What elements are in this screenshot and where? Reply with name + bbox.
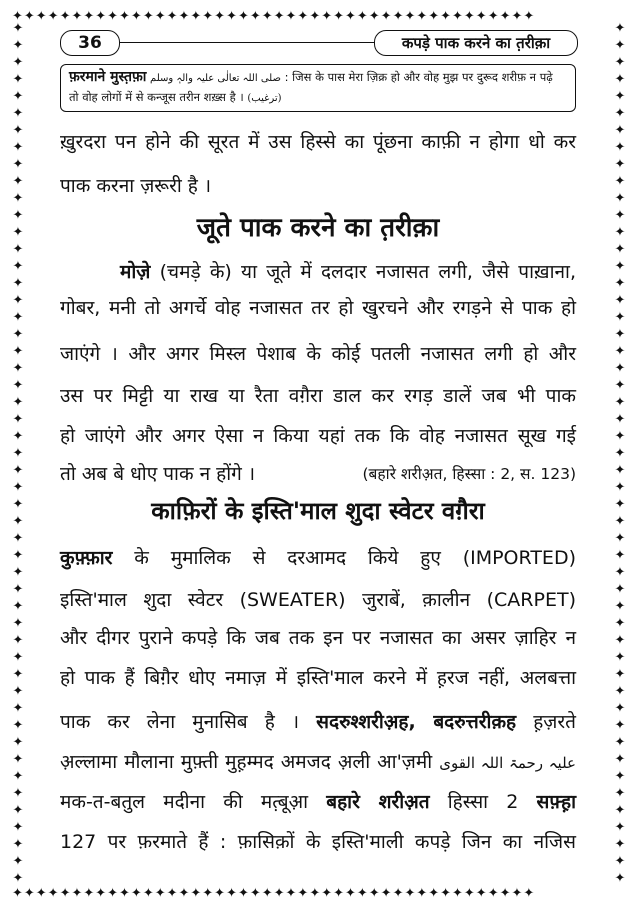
paragraph3-line5	[60, 708, 576, 734]
paragraph3-line6	[60, 748, 576, 774]
paragraph3-line1	[60, 544, 576, 570]
section-heading-sweaters: काफ़िरों के इस्ति'माल शुदा स्वेटर वग़ैरा	[151, 497, 485, 525]
paragraph2-line6	[60, 460, 576, 486]
page-number: 36	[60, 30, 120, 56]
paragraph1-line1: ख़ुरदरा पन होने की सूरत में उस हिस्से का पूंछना काफ़ी न होगा धो कर	[60, 131, 576, 153]
paragraph2-last-line: तो अब बे धोए पाक न होंगे ।	[60, 463, 256, 485]
line7-bold2: सफ़्ह़ा	[536, 791, 577, 813]
paragraph3-line8: 127 पर फ़रमाते हैं : फ़ासिक़ों के इस्ति'माली कपड़े जिन का नजिस	[60, 831, 576, 853]
salutation-arabic: صلی اللہ تعالٰی علیہ والہٖ وسلم	[150, 73, 281, 84]
paragraph1-line2: पाक करना ज़रूरी है ।	[60, 175, 212, 197]
left-star-border: ✦ ✦ ✦ ✦ ✦ ✦ ✦ ✦ ✦ ✦ ✦ ✦ ✦ ✦ ✦ ✦ ✦ ✦ ✦ ✦ ✦ ✦ ✦ ✦ ✦ ✦ ✦ ✦ ✦ ✦ ✦ ✦ ✦ ✦ ✦ ✦ ✦ ✦ ✦ ✦ ✦ ✦ ✦ ✦ ✦ ✦ ✦ ✦ ✦ ✦ ✦	[12, 21, 24, 886]
line5-bold: सदरुश्शरीअ़ह, बदरुत्तरीक़ह	[316, 711, 517, 733]
hadith-quote-box	[60, 64, 576, 112]
quote-text-line1: : जिस के पास मेरा ज़िक्र हो और वोह मुझ पर दुरूद शरीफ़ न पढ़े	[284, 70, 553, 84]
bottom-star-border: ✦✦✦✦✦✦✦✦✦✦✦✦✦✦✦✦✦✦✦✦✦✦✦✦✦✦✦✦✦✦✦✦✦✦✦✦✦✦✦✦✦✦✦✦	[12, 886, 536, 901]
paragraph2-line5: हो जाएंगे और अगर ऐसा न किया यहां तक कि वोह नजासत सूख गई	[60, 425, 576, 447]
paragraph2-line1	[60, 258, 576, 284]
paragraph2-line2: गोबर, मनी तो अगर्चे वोह नजासत तर हो खुरचने और रगड़ने से पाक हो	[60, 297, 576, 319]
paragraph2-line4: उस पर मिट्टी या राख या रैता वग़ैरा डाल कर रगड़ डालें जब भी पाक	[60, 385, 576, 407]
line6-text: अ़ल्लामा मौलाना मुफ़्ती मुह़म्मद अमजद अ़ली आ'ज़मी	[60, 751, 433, 773]
paragraph3-line4: हो पाक हैं बिग़ैर धोए नमाज़ में इस्ति'माल करने में ह़रज नहीं, अलबत्ता	[60, 667, 576, 689]
paragraph3-line3: और दीगर पुराने कपड़े कि जब तक इन पर नजासत का असर ज़ाहिर न	[60, 627, 576, 649]
quote-source: (ترغیب)	[247, 93, 282, 104]
paragraph3-lead: कुफ़्फ़ार	[60, 547, 113, 569]
paragraph3-line1-rest: के मुमालिक से दरआमद किये हुए (IMPORTED)	[112, 547, 576, 569]
top-star-border: ✦✦✦✦✦✦✦✦✦✦✦✦✦✦✦✦✦✦✦✦✦✦✦✦✦✦✦✦✦✦✦✦✦✦✦✦✦✦✦✦✦✦✦✦	[12, 9, 536, 24]
paragraph3-line2: इस्ति'माल शुदा स्वेटर (SWEATER) जुराबें, क़ालीन (CARPET)	[60, 589, 576, 611]
paragraph2-line3: जाएंगे । और अगर मिस्ल पेशाब के कोई पतली नजासत लगी हो और	[60, 343, 576, 365]
line5-end: ह़ज़रते	[516, 711, 576, 733]
quote-text-line2: तो वोह लोगों में से कन्जूस तरीन शख़्स है ।	[69, 90, 244, 104]
section-heading-shoes: जूते पाक करने का त़रीक़ा	[196, 213, 440, 243]
line7-bold: बहारे शरीअ़त	[326, 791, 430, 813]
reference-citation: (बहारे शरीअ़त, हिस्सा : 2, स. 123)	[362, 465, 576, 483]
right-star-border: ✦ ✦ ✦ ✦ ✦ ✦ ✦ ✦ ✦ ✦ ✦ ✦ ✦ ✦ ✦ ✦ ✦ ✦ ✦ ✦ ✦ ✦ ✦ ✦ ✦ ✦ ✦ ✦ ✦ ✦ ✦ ✦ ✦ ✦ ✦ ✦ ✦ ✦ ✦ ✦ ✦ ✦ ✦ ✦ ✦ ✦ ✦ ✦ ✦ ✦ ✦	[614, 21, 626, 886]
paragraph2-lead: मोज़े	[120, 261, 151, 283]
paragraph3-line7	[60, 788, 576, 814]
line7-mid: हिस्सा 2	[429, 791, 537, 813]
running-title: कपड़े पाक करने का त़रीक़ा	[374, 30, 578, 56]
quote-title: फ़रमाने मुस्त़फ़ा	[69, 69, 147, 85]
line5-text: पाक कर लेना मुनासिब है ।	[60, 711, 317, 733]
line6-arabic: علیہ رحمۃ اللہ القوی	[439, 754, 576, 772]
line7-text: मक-त-बतुल मदीना की मत़्बूआ़	[60, 791, 327, 813]
paragraph2-line1-rest: (चमड़े के) या जूते में दलदार नजासत लगी, जैसे पाख़ाना,	[150, 261, 576, 283]
